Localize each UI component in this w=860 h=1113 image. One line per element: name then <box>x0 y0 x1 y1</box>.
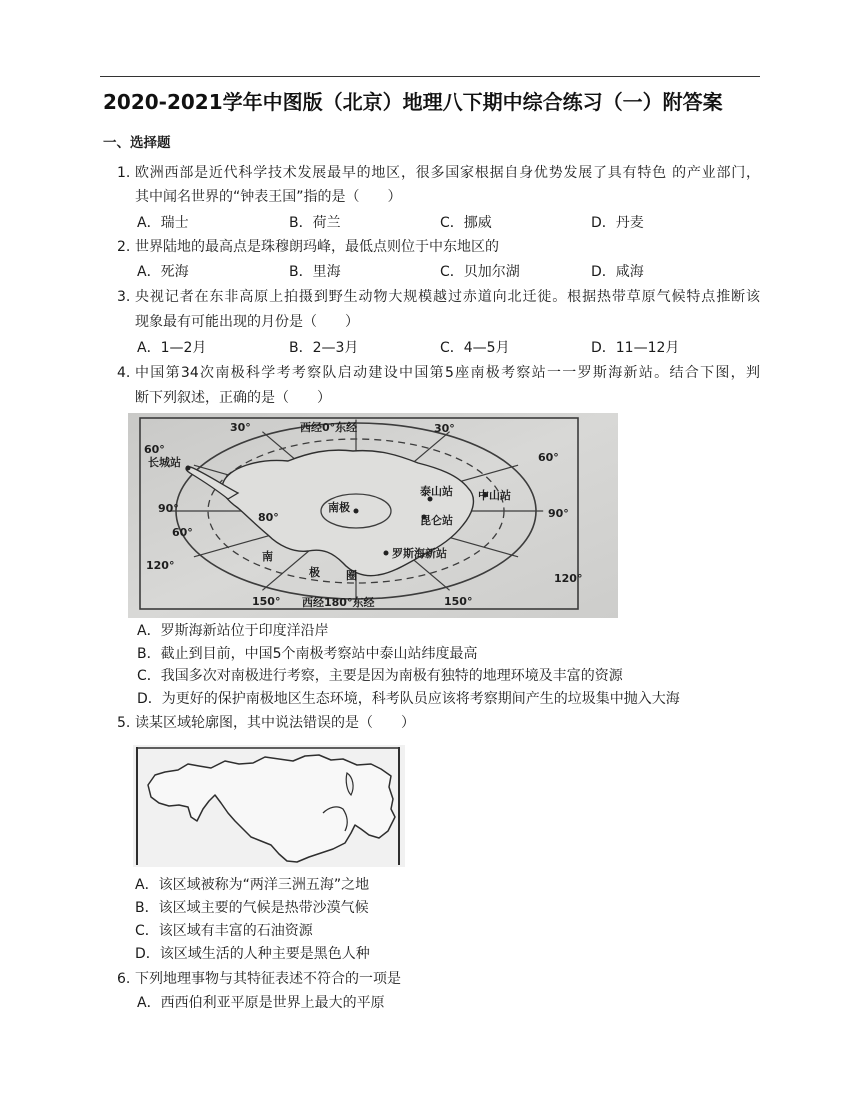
map-label-antarctic-circle-char: 圈 <box>346 569 357 582</box>
answer-option: A．西西伯利亚平原是世界上最大的平原 <box>137 995 385 1011</box>
region-outline-map-figure <box>133 745 405 867</box>
question-text-line: 中国第34次南极科学考考察队启动建设中国第5座南极考察站一一罗斯海新站。结合下图，判 <box>135 365 760 381</box>
antarctica-map-figure <box>128 413 618 618</box>
map-label-longitude: 60° <box>538 451 559 464</box>
map-label-longitude: 90° <box>158 502 179 515</box>
map-label-longitude: 150° <box>252 595 281 608</box>
south-pole-marker <box>354 509 359 514</box>
question-number: 4. <box>117 365 131 381</box>
map-label-prime-meridian: 西经0°东经 <box>300 421 358 434</box>
answer-option: A．1—2月 <box>137 340 207 356</box>
answer-option: B．荷兰 <box>289 215 341 231</box>
section-heading: 一、选择题 <box>103 135 171 151</box>
map-label-180-meridian: 西经180°东经 <box>302 596 375 609</box>
map-label-longitude: 60° <box>144 443 165 456</box>
answer-option: A．罗斯海新站位于印度洋沿岸 <box>137 623 329 639</box>
answer-option: B．该区域主要的气候是热带沙漠气候 <box>135 900 369 916</box>
station-marker-changcheng <box>186 466 191 471</box>
answer-option: C．4—5月 <box>440 340 510 356</box>
answer-option: B．截止到目前，中国5个南极考察站中泰山站纬度最高 <box>137 646 478 662</box>
question-text-line: 断下列叙述，正确的是（ ） <box>135 390 331 406</box>
answer-option: D．为更好的保护南极地区生态环境，科考队员应该将考察期间产生的垃圾集中抛入大海 <box>137 691 680 707</box>
question-number: 1. <box>117 165 131 181</box>
map-label-taishan-station: 泰山站 <box>420 485 453 498</box>
question-number: 3. <box>117 289 131 305</box>
answer-option: D．该区域生活的人种主要是黑色人种 <box>135 946 370 962</box>
answer-option: D．11—12月 <box>591 340 680 356</box>
map-label-longitude: 30° <box>434 422 455 435</box>
answer-option: A．死海 <box>137 264 189 280</box>
question-text-line: 欧洲西部是近代科学技术发展最早的地区，很多国家根据自身优势发展了具有特色 的产业部门， <box>135 165 760 181</box>
question-number: 5. <box>117 715 131 731</box>
station-marker-ross-sea <box>384 551 389 556</box>
answer-option: D．咸海 <box>591 264 644 280</box>
page-title: 2020-2021学年中图版（北京）地理八下期中综合练习（一）附答案 <box>103 90 723 114</box>
map-label-zhongshan-station: 中山站 <box>478 489 511 502</box>
map-label-kunlun-station: 昆仑站 <box>420 514 453 527</box>
question-number: 2. <box>117 239 131 255</box>
answer-option: C．贝加尔湖 <box>440 264 520 280</box>
map-label-antarctic-circle-char: 南 <box>262 550 273 563</box>
map-label-longitude: 150° <box>444 595 473 608</box>
answer-option: B．2—3月 <box>289 340 359 356</box>
question-text-line: 央视记者在东非高原上拍摄到野生动物大规模越过赤道向北迁徙。根据热带草原气候特点推断该 <box>135 289 760 305</box>
question-text-line: 读某区域轮廓图，其中说法错误的是（ ） <box>135 715 415 731</box>
map-label-south-pole: 南极 <box>328 501 350 514</box>
question-text-line: 世界陆地的最高点是珠穆朗玛峰，最低点则位于中东地区的 <box>135 239 499 255</box>
map-label-latitude: 60° <box>172 526 193 539</box>
question-number: 6. <box>117 971 131 987</box>
map-label-longitude: 30° <box>230 421 251 434</box>
header-rule <box>100 76 760 77</box>
map-label-longitude: 90° <box>548 507 569 520</box>
map-label-antarctic-circle-char: 极 <box>309 566 320 579</box>
answer-option: C．我国多次对南极进行考察，主要是因为南极有独特的地理环境及丰富的资源 <box>137 668 623 684</box>
answer-option: B．里海 <box>289 264 341 280</box>
question-text-line: 下列地理事物与其特征表述不符合的一项是 <box>135 971 401 987</box>
answer-option: C．挪威 <box>440 215 492 231</box>
map-label-longitude: 120° <box>146 559 175 572</box>
map-label-ross-sea-station: 罗斯海新站 <box>392 547 447 560</box>
map-label-changcheng-station: 长城站 <box>148 456 181 469</box>
question-text-line: 其中闻名世界的“钟表王国”指的是（ ） <box>135 189 402 205</box>
answer-option: A．该区域被称为“两洋三洲五海”之地 <box>135 877 370 893</box>
map-label-longitude: 120° <box>554 572 583 585</box>
map-label-latitude: 80° <box>258 511 279 524</box>
answer-option: A．瑞士 <box>137 215 189 231</box>
question-text-line: 现象最有可能出现的月份是（ ） <box>135 314 359 330</box>
answer-option: D．丹麦 <box>591 215 644 231</box>
answer-option: C．该区域有丰富的石油资源 <box>135 923 313 939</box>
